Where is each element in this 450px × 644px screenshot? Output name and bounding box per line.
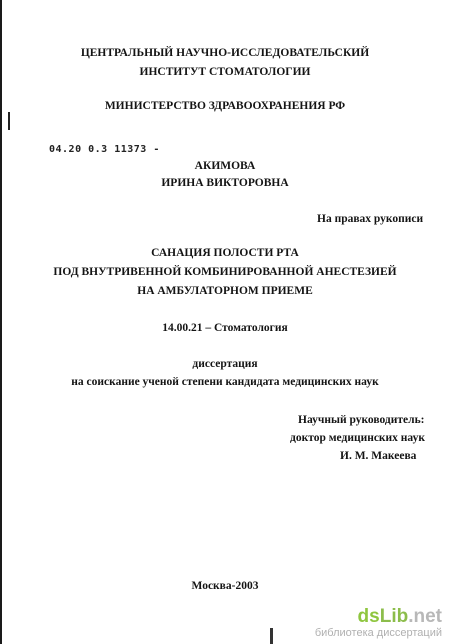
title-line-3: НА АМБУЛАТОРНОМ ПРИЕМЕ [137, 285, 313, 297]
title-line-1: САНАЦИЯ ПОЛОСТИ РТА [151, 247, 299, 259]
library-stamp-number: 04.20 0.3 11373 - [49, 144, 160, 155]
author-name: ИРИНА ВИКТОРОВНА [161, 177, 289, 189]
work-type-line-2: на соискание ученой степени кандидата медицинских наук [71, 376, 379, 388]
watermark-subtitle: библиотека диссертаций [314, 627, 442, 639]
institute-line-1: ЦЕНТРАЛЬНЫЙ НАУЧНО-ИССЛЕДОВАТЕЛЬСКИЙ [80, 47, 370, 59]
scan-speck [8, 112, 10, 130]
watermark-brand-mid: Lib [379, 606, 409, 627]
work-type-line-1: диссертация [192, 358, 258, 370]
place-year: Москва-2003 [191, 580, 259, 592]
watermark-brand [315, 607, 442, 627]
supervisor-label: Научный руководитель: [298, 414, 425, 426]
scan-artifact [270, 628, 273, 644]
rights-note: На правах рукописи [317, 213, 424, 225]
dslib-watermark [315, 607, 442, 640]
watermark-brand-prefix: ds [357, 606, 380, 627]
institute-line-2: ИНСТИТУТ СТОМАТОЛОГИИ [139, 66, 311, 78]
supervisor-name: И. М. Макеева [340, 450, 417, 462]
ministry-line: МИНИСТЕРСТВО ЗДРАВООХРАНЕНИЯ РФ [104, 100, 346, 112]
author-surname: АКИМОВА [194, 160, 256, 172]
title-line-2: ПОД ВНУТРИВЕННОЙ КОМБИНИРОВАННОЙ АНЕСТЕЗИЕЙ [53, 266, 397, 278]
watermark-brand-suffix: .net [408, 606, 442, 627]
supervisor-degree: доктор медицинских наук [290, 432, 425, 444]
specialty-code: 14.00.21 – Стоматология [162, 322, 288, 334]
